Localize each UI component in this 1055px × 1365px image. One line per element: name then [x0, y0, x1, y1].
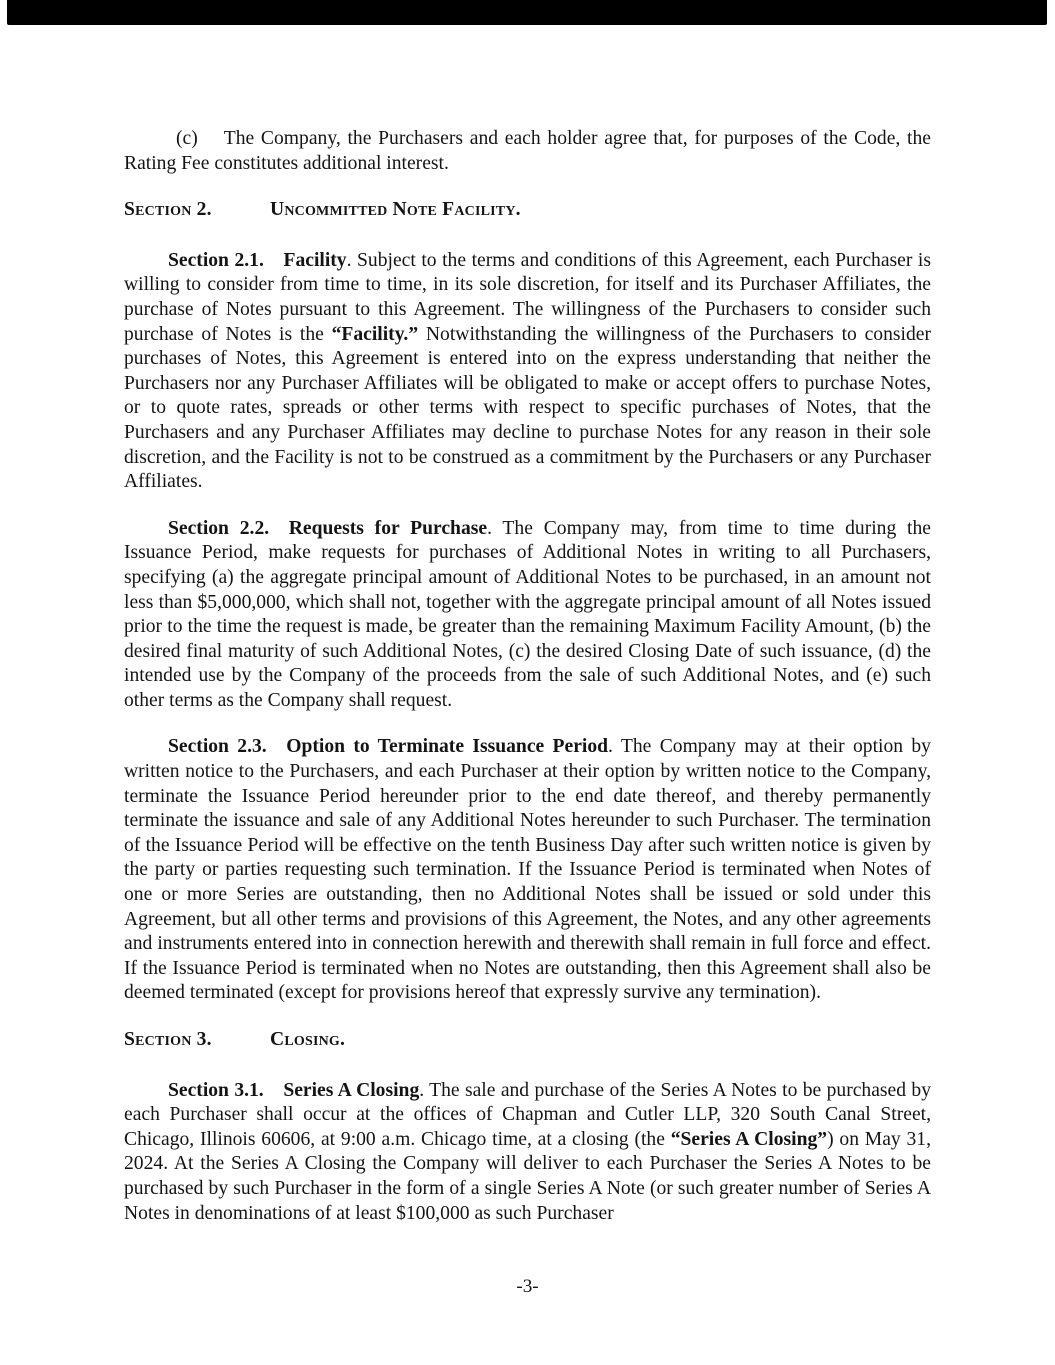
document-content — [124, 127, 931, 1248]
page-number: -3- — [516, 1276, 539, 1297]
paragraph-section-2-2: Section 2.2. Requests for Purchase. The Company may, from time to time during the Issuance Period, make requests for purchases of Additional Notes in writing to all Purchasers, specifying (a) the aggregate principal amount of Additional Notes to be purchased, in an amount not less than $5,000,000, which shall not, together with the aggregate principal amount of all Notes issued prior to the time the request is made, be greater than the remaining Maximum Facility Amount, (b) the desired final maturity of such Additional Notes, (c) the desired Closing Date of such issuance, (d) the intended use by the Company of the proceeds from the sale of such Additional Notes, and (e) such other terms as the Company shall request. — [124, 517, 931, 711]
scan-artifact-bar — [7, 0, 1047, 25]
section-3-title: Closing. — [270, 1029, 346, 1050]
section-3-number: Section 3. — [124, 1029, 212, 1050]
section-2-title: Uncommitted Note Facility. — [270, 199, 521, 221]
section-3-heading — [124, 1028, 931, 1053]
section-2-number: Section 2. — [124, 199, 212, 221]
paragraph-section-2-1: Section 2.1. Facility. Subject to the terms and conditions of this Agreement, each Purchaser is willing to consider from time to time, in its sole discretion, for itself and its Purchaser Affiliates, the purchase of Notes pursuant to this Agreement. The willingness of the Purchasers to consider such purchase of Notes is the “Facility.” Notwithstanding the willingness of the Purchasers to consider purchases of Notes, this Agreement is entered into on the express understanding that neither the Purchasers nor any Purchaser Affiliates will be obligated to make or accept offers to purchase Notes, or to quote rates, spreads or other terms with respect to specific purchases of Notes, that the Purchasers and any Purchaser Affiliates may decline to purchase Notes for any reason in their sole discretion, and the Facility is not to be construed as a commitment by the Purchasers or any Purchaser Affiliates. — [124, 249, 932, 493]
section-2-heading — [124, 198, 931, 223]
paragraph-section-3-1: Section 3.1. Series A Closing. The sale and purchase of the Series A Notes to be purchased by each Purchaser shall occur at the offices of Chapman and Cutler LLP, 320 South Canal Street, Chicago, Illinois 60606, at 9:00 a.m. Chicago time, at a closing (the “Series A Closing”) on May 31, 2024. At the Series A Closing the Company will deliver to each Purchaser the Series A Notes to be purchased by such Purchaser in the form of a single Series A Note (or such greater number of Series A Notes in denominations of at least $100,000 as such Purchaser — [124, 1079, 931, 1224]
paragraph-section-2-3: Section 2.3. Option to Terminate Issuance Period. The Company may at their option by written notice to the Purchasers, and each Purchaser at their option by written notice to the Company, terminate the Issuance Period hereunder prior to the end date thereof, and thereby permanently terminate the issuance and sale of any Additional Notes hereunder to such Purchaser. The termination of the Issuance Period will be effective on the tenth Business Day after such written notice is given by the party or parties requesting such termination. If the Issuance Period is terminated when Notes of one or more Series are outstanding, then no Additional Notes shall be issued or sold under this Agreement, but all other terms and provisions of this Agreement, the Notes, and any other agreements and instruments entered into in connection herewith and therewith shall remain in full force and effect. If the Issuance Period is terminated when no Notes are outstanding, then this Agreement shall also be deemed terminated (except for provisions hereof that expressly survive any termination). — [124, 736, 931, 1004]
paragraph-c: (c) The Company, the Purchasers and each holder agree that, for purposes of the Code, the Rating Fee constitutes additional interest. — [124, 128, 931, 174]
